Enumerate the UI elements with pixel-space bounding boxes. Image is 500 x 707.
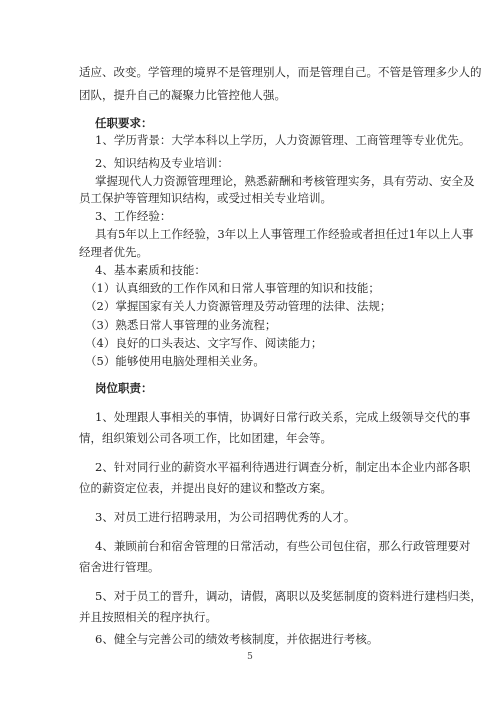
- intro-line-1: 适应、改变。学管理的境界不是管理别人，而是管理自己。不管是管理多少人的: [79, 65, 482, 79]
- requirements-heading: 任职要求：: [95, 116, 153, 130]
- requirement-line: （5）能够使用电脑处理相关业务。: [85, 354, 265, 368]
- requirement-line: 经理者优先。: [79, 245, 148, 259]
- duty-line: 并且按照相关的程序执行。: [79, 610, 217, 624]
- duty-line: 6、健全与完善公司的绩效考核制度，并依据进行考核。: [95, 632, 379, 646]
- duty-line: 1、处理跟人事相关的事情，协调好日常行政关系，完成上级领导交代的事: [95, 410, 471, 424]
- duty-line: 5、对于员工的晋升，调动，请假，离职以及奖惩制度的资料进行建档归类，: [95, 589, 482, 603]
- requirement-line: 3、工作经验：: [95, 209, 172, 223]
- duty-line: 宿舍进行管理。: [79, 560, 160, 574]
- requirement-line: 1、学历背景：大学本科以上学历，人力资源管理、工商管理等专业优先。: [95, 133, 471, 147]
- requirement-line: 4、基本素质和技能：: [95, 263, 206, 277]
- duty-line: 3、对员工进行招聘录用，为公司招聘优秀的人才。: [95, 510, 356, 524]
- requirement-line: （4）良好的口头表达、文字写作、阅读能力；: [85, 336, 323, 350]
- requirement-line: 掌握现代人力资源管理理论，熟悉薪酬和考核管理实务，具有劳动、安全及: [95, 174, 475, 188]
- duties-heading: 岗位职责：: [95, 381, 153, 395]
- duty-line: 2、针对同行业的薪资水平福利待遇进行调查分析，制定出本企业内部各职: [95, 460, 471, 474]
- duty-line: 4、兼顾前台和宿舍管理的日常活动，有些公司包住宿，那么行政管理要对: [95, 539, 471, 553]
- duty-line: 情，组织策划公司各项工作，比如团建，年会等。: [79, 431, 332, 445]
- duty-line: 位的薪资定位表，并提出良好的建议和整改方案。: [79, 481, 332, 495]
- requirement-line: （3）熟悉日常人事管理的业务流程；: [85, 318, 277, 332]
- requirement-line: （1）认真细致的工作作风和日常人事管理的知识和技能；: [85, 281, 380, 295]
- requirement-line: 2、知识结构及专业培训：: [95, 156, 229, 170]
- requirement-line: 具有5年以上工作经验，3年以上人事管理工作经验或者担任过1年以上人事: [95, 227, 474, 241]
- requirement-line: （2）掌握国家有关人力资源管理及劳动管理的法律、法规；: [85, 299, 392, 313]
- requirement-line: 员工保护等管理知识结构，或受过相关专业培训。: [79, 191, 332, 205]
- intro-line-2: 团队，提升自己的凝聚力比管控他人强。: [79, 88, 286, 102]
- page-number: 5: [247, 652, 253, 662]
